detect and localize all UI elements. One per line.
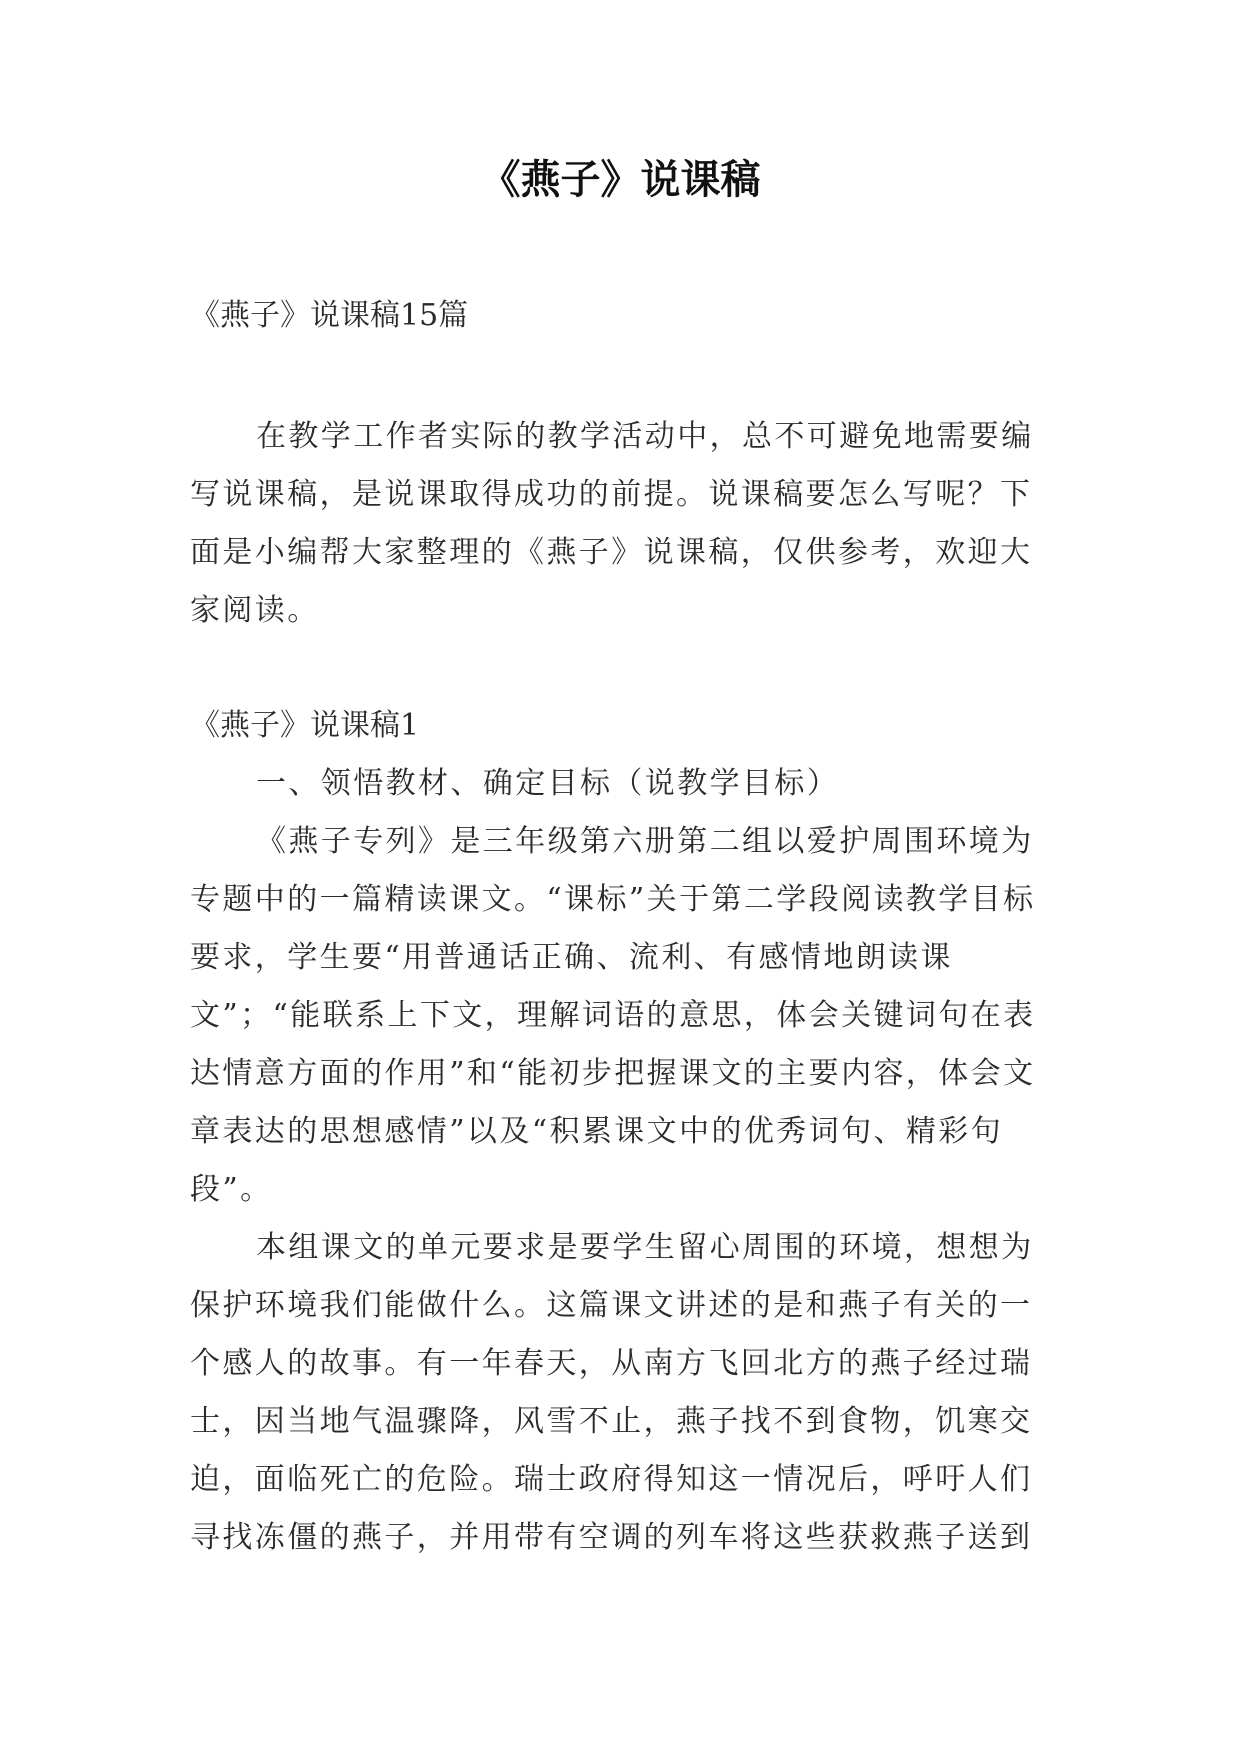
intro-paragraph: 在教学工作者实际的教学活动中，总不可避免地需要编写说课稿，是说课取得成功的前提。说课稿要怎么写呢？下面是小编帮大家整理的《燕子》说课稿，仅供参考，欢迎大家阅读。 (190, 419, 1034, 628)
document-subtitle: 《燕子》说课稿15篇 (190, 298, 469, 333)
section-body (190, 755, 1060, 1567)
body-paragraph: 本组课文的单元要求是要学生留心周围的环境，想想为保护环境我们能做什么。这篇课文讲述的是和燕子有关的一个感人的故事。有一年春天，从南方飞回北方的燕子经过瑞士，因当地气温骤降，风雪不止，燕子找不到食物，饥寒交迫，面临死亡的危险。瑞士政府得知这一情况后，呼吁人们寻找冻僵的燕子，并用带有空调的列车将这些获救燕子送到 (190, 1230, 1034, 1555)
section-title: 《燕子》说课稿1 (190, 708, 420, 743)
body-paragraph: 《燕子专列》是三年级第六册第二组以爱护周围环境为专题中的一篇精读课文。“课标”关于第二学段阅读教学目标要求，学生要“用普通话正确、流利、有感情地朗读课文”；“能联系上下文，理解词语的意思，体会关键词句在表达情意方面的作用”和“能初步把握课文的主要内容，体会文章表达的思想感情”以及“积累课文中的优秀词句、精彩句段”。 (190, 824, 1036, 1207)
document-title: 《燕子》说课稿 (480, 157, 761, 203)
section-heading-goals: 一、领悟教材、确定目标（说教学目标） (256, 766, 840, 801)
